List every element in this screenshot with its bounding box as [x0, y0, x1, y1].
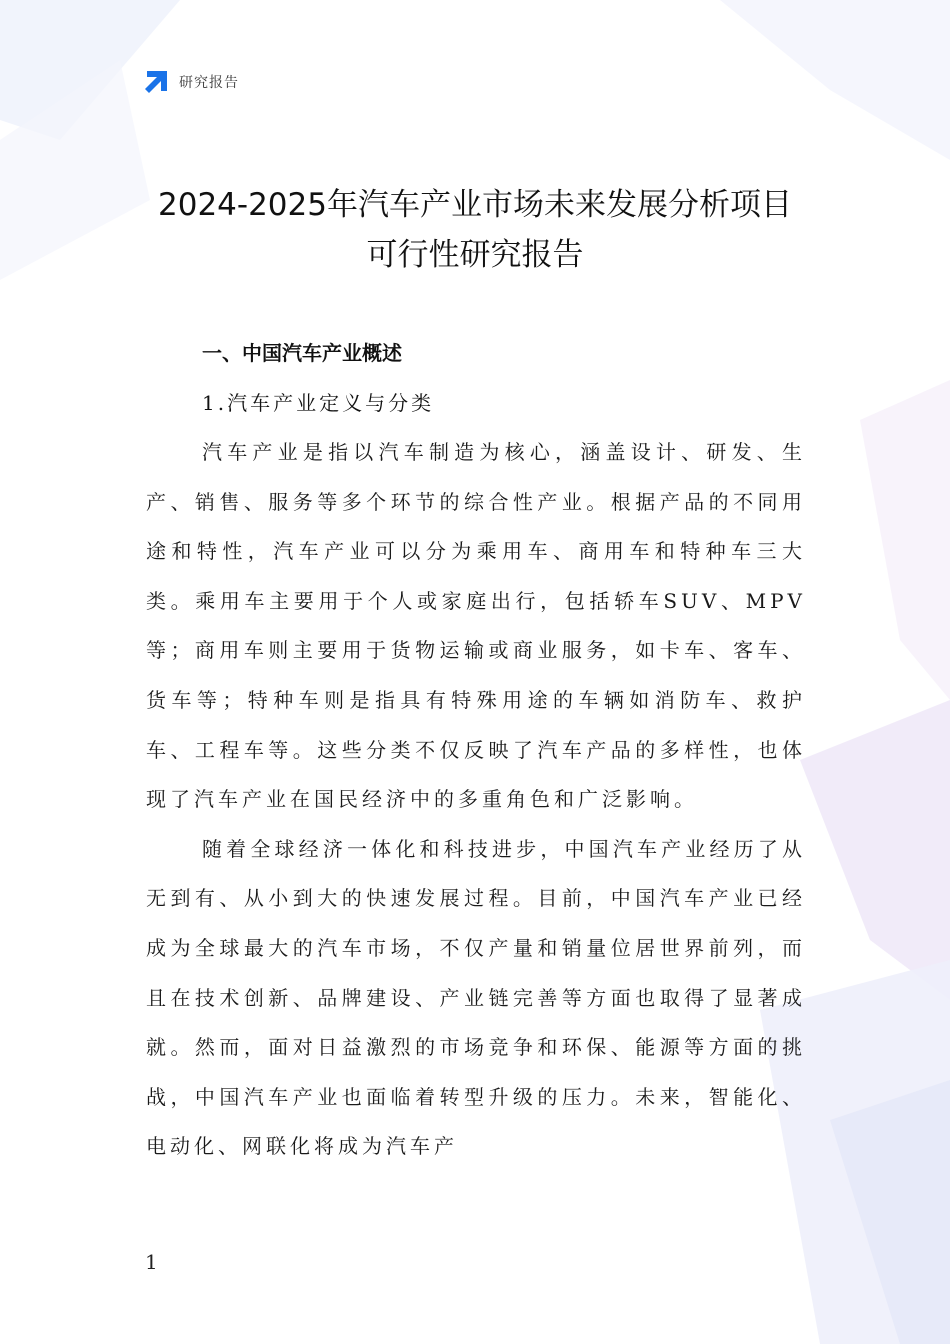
document-body: [146, 328, 806, 1172]
page-header: [143, 68, 239, 96]
arrow-up-right-icon: [143, 69, 169, 95]
page-number: 1: [145, 1250, 158, 1274]
section-heading: 一、中国汽车产业概述: [202, 341, 402, 365]
paragraph-definition: 汽车产业是指以汽车制造为核心，涵盖设计、研发、生产、销售、服务等多个环节的综合性产业。根据产品的不同用途和特性，汽车产业可以分为乘用车、商用车和特种车三大类。乘用车主要用于个人或家庭出行，包括轿车SUV、MPV等；商用车则主要用于货物运输或商业服务，如卡车、客车、货车等；特种车则是指具有特殊用途的车辆如消防车、救护车、工程车等。这些分类不仅反映了汽车产品的多样性，也体现了汽车产业在国民经济中的多重角色和广泛影响。: [146, 440, 806, 812]
subsection-heading: 1.汽车产业定义与分类: [202, 391, 435, 415]
header-label: 研究报告: [179, 75, 239, 91]
document-title: 2024-2025年汽车产业市场未来发展分析项目可行性研究报告: [158, 187, 792, 273]
paragraph-development: 随着全球经济一体化和科技进步，中国汽车产业经历了从无到有、从小到大的快速发展过程。目前，中国汽车产业已经成为全球最大的汽车市场，不仅产量和销量位居世界前列，而且在技术创新、品牌建设、产业链完善等方面也取得了显著成就。然而，面对日益激烈的市场竞争和环保、能源等方面的挑战，中国汽车产业也面临着转型升级的压力。未来，智能化、电动化、网联化将成为汽车产: [146, 836, 806, 1159]
